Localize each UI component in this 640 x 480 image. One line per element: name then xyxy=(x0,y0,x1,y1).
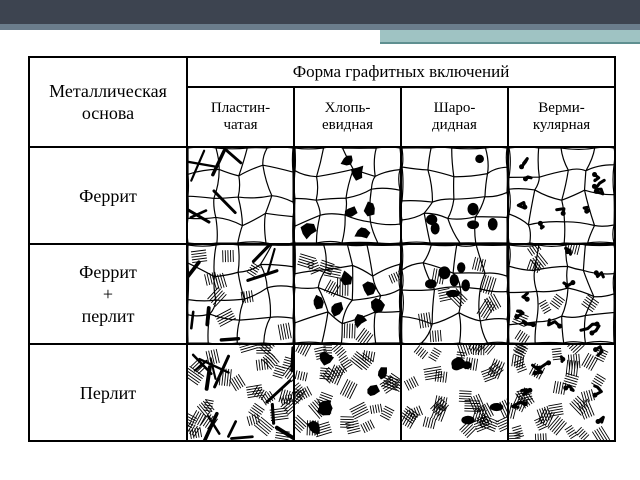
graphite-nodule xyxy=(457,262,465,273)
column-header-line1: Пластин- xyxy=(210,100,271,116)
graphite-plate xyxy=(191,151,204,181)
pearlite-lamella xyxy=(414,345,420,352)
pearlite-lamella xyxy=(424,313,426,328)
pearlite-lamella xyxy=(286,323,289,339)
column-header-line2: кулярная xyxy=(532,117,591,133)
pearlite-lamella xyxy=(553,298,562,305)
column-header-sphere xyxy=(401,87,508,147)
pearlite-lamella xyxy=(380,404,381,412)
pearlite-lamella xyxy=(200,415,206,426)
pearlite-lamella xyxy=(561,382,563,394)
pearlite-lamella xyxy=(583,435,589,440)
graphite-nodule xyxy=(461,279,470,291)
pearlite-lamella xyxy=(238,374,245,385)
pearlite-lamella xyxy=(299,259,315,264)
pearlite-lamella xyxy=(556,294,565,301)
graphite-worm-end xyxy=(523,176,528,181)
pearlite-lamella xyxy=(207,274,210,285)
column-header-flake xyxy=(294,87,401,147)
pearlite-lamella xyxy=(459,393,471,394)
micrograph-pearlite-flake xyxy=(294,344,401,441)
pearlite-lamella xyxy=(559,382,561,394)
pearlite-lamella xyxy=(259,360,260,371)
pearlite-lamella xyxy=(190,425,196,434)
pearlite-lamella xyxy=(433,419,436,429)
graphite-nodule xyxy=(475,155,484,163)
corner-header-line1: Металлическая xyxy=(49,81,167,101)
pearlite-lamella xyxy=(197,414,203,425)
micrograph-svg xyxy=(509,245,614,343)
pearlite-lamella xyxy=(283,364,291,366)
micrograph-pearlite-sphere xyxy=(401,344,508,441)
pearlite-lamella xyxy=(439,296,451,299)
pearlite-lamella xyxy=(420,350,426,357)
pearlite-lamella xyxy=(373,405,374,413)
pearlite-lamella xyxy=(246,385,262,388)
column-header-line2: чатая xyxy=(223,117,258,133)
pearlite-lamella xyxy=(255,403,265,410)
graphite-form-header: Форма графитных включений xyxy=(187,57,615,87)
micrograph-svg xyxy=(402,245,507,343)
pearlite-lamella xyxy=(347,428,360,431)
pearlite-lamella xyxy=(188,373,200,383)
graphite-nodule xyxy=(425,279,437,289)
graphite-flake xyxy=(354,227,370,238)
column-header-line2: дидная xyxy=(432,117,477,133)
pearlite-lamella xyxy=(440,299,452,302)
graphite-worm-end xyxy=(525,297,530,302)
pearlite-lamella xyxy=(513,428,522,431)
pearlite-lamella xyxy=(255,414,258,423)
graphite-worm-end xyxy=(527,388,532,393)
graphite-worm-end xyxy=(561,211,566,216)
pearlite-lamella xyxy=(521,334,527,343)
pearlite-lamella xyxy=(204,405,212,407)
graphite-flake xyxy=(364,202,375,217)
pearlite-lamella xyxy=(229,380,236,391)
pearlite-lamella xyxy=(496,416,507,422)
pearlite-lamella xyxy=(204,407,212,409)
pearlite-lamella xyxy=(320,373,330,374)
pearlite-lamella xyxy=(216,349,219,363)
column-header-line1: Верми- xyxy=(538,100,585,116)
pearlite-lamella xyxy=(446,372,447,383)
column-header-line1: Хлопь- xyxy=(324,100,371,116)
pearlite-lamella xyxy=(349,324,350,339)
pearlite-lamella xyxy=(429,312,431,327)
pearlite-lamella xyxy=(214,350,217,364)
corner-header xyxy=(29,57,187,147)
pearlite-lamella xyxy=(475,258,478,270)
graphite-plate xyxy=(207,308,208,324)
row-label-pearlite xyxy=(29,344,187,441)
pearlite-lamella xyxy=(327,281,334,293)
pearlite-lamella xyxy=(597,374,606,379)
micrograph-svg xyxy=(402,148,507,243)
pearlite-lamella xyxy=(549,406,563,408)
graphite-nodule xyxy=(468,203,479,216)
pearlite-lamella xyxy=(230,369,232,386)
pearlite-lamella xyxy=(422,352,428,359)
graphite-nodule xyxy=(450,274,459,286)
graphite-plate xyxy=(272,405,273,424)
pearlite-lamella xyxy=(305,373,307,382)
pearlite-lamella xyxy=(431,418,434,428)
pearlite-lamella xyxy=(215,272,218,283)
pearlite-lamella xyxy=(517,331,523,340)
micrograph-ferrite-sphere xyxy=(401,147,508,244)
graphite-plate xyxy=(188,162,215,167)
micrograph-svg xyxy=(402,345,507,440)
pearlite-lamella xyxy=(283,324,286,340)
pearlite-lamella xyxy=(574,354,575,368)
graphite-flake xyxy=(341,156,353,166)
pearlite-lamella xyxy=(556,381,558,393)
graphite-worm-end xyxy=(523,401,528,406)
micrograph-svg xyxy=(509,148,614,243)
row-label-ferrite xyxy=(29,147,187,244)
pearlite-lamella xyxy=(538,434,539,440)
pearlite-lamella xyxy=(300,256,316,261)
pearlite-lamella xyxy=(378,404,379,412)
graphite-worm-end xyxy=(570,280,575,285)
pearlite-lamella xyxy=(576,354,577,368)
pearlite-lamella xyxy=(250,416,253,425)
pearlite-lamella xyxy=(275,368,285,371)
pearlite-lamella xyxy=(419,314,421,329)
pearlite-lamella xyxy=(424,367,441,370)
pearlite-lamella xyxy=(426,313,428,328)
pearlite-lamella xyxy=(295,370,297,379)
row-label-text: Феррит xyxy=(79,262,137,283)
column-header-vermicular xyxy=(508,87,615,147)
pearlite-lamella xyxy=(575,427,581,433)
pearlite-lamella xyxy=(428,418,431,428)
pearlite-lamella xyxy=(247,417,250,426)
pearlite-lamella xyxy=(337,349,344,355)
graphite-worm-end xyxy=(593,347,598,352)
pearlite-lamella xyxy=(459,396,471,397)
graphite-worm xyxy=(581,324,597,330)
graphite-nodule xyxy=(439,266,451,279)
pearlite-lamella xyxy=(236,376,243,387)
pearlite-lamella xyxy=(476,359,478,371)
pearlite-lamella xyxy=(261,345,269,352)
pearlite-lamella xyxy=(363,350,365,360)
pearlite-lamella xyxy=(491,278,496,295)
pearlite-lamella xyxy=(278,325,281,341)
microstructure-table-container xyxy=(28,56,614,440)
pearlite-lamella xyxy=(435,330,436,341)
pearlite-lamella xyxy=(191,250,206,252)
pearlite-lamella xyxy=(288,323,291,339)
pearlite-lamella xyxy=(524,336,530,343)
pearlite-lamella xyxy=(512,426,521,429)
graphite-worm-end xyxy=(538,221,543,226)
pearlite-lamella xyxy=(554,296,563,303)
pearlite-lamella xyxy=(273,373,283,376)
pearlite-lamella xyxy=(577,245,580,255)
micrograph-ferrite-pearlite-plate xyxy=(187,244,294,344)
pearlite-lamella xyxy=(552,351,561,352)
pearlite-lamella xyxy=(549,409,563,411)
microstructure-table xyxy=(28,56,616,442)
pearlite-lamella xyxy=(577,429,583,435)
micrograph-svg xyxy=(295,245,400,343)
pearlite-lamella xyxy=(334,345,341,351)
corner-header-line2: основа xyxy=(81,103,135,123)
graphite-worm-end xyxy=(560,357,565,362)
graphite-flake xyxy=(371,298,385,314)
pearlite-lamella xyxy=(234,377,241,388)
pearlite-lamella xyxy=(581,433,587,439)
graphite-worm-end xyxy=(595,321,600,326)
pearlite-lamella xyxy=(274,370,284,373)
pearlite-lamella xyxy=(418,349,424,356)
pearlite-lamella xyxy=(551,301,560,308)
pearlite-lamella xyxy=(546,433,547,440)
pearlite-lamella xyxy=(256,360,257,371)
pearlite-lamella xyxy=(253,405,263,412)
pearlite-lamella xyxy=(200,427,202,437)
micrograph-svg xyxy=(188,245,293,343)
graphite-nodule xyxy=(431,223,440,235)
pearlite-lamella xyxy=(192,258,207,260)
pearlite-lamella xyxy=(487,345,495,354)
row-label-text: Перлит xyxy=(79,382,137,403)
pearlite-lamella xyxy=(305,345,312,356)
pearlite-lamella xyxy=(303,372,305,381)
pearlite-lamella xyxy=(457,352,465,353)
pearlite-lamella xyxy=(261,397,267,405)
graphite-plate xyxy=(191,312,193,328)
pearlite-lamella xyxy=(246,291,248,303)
micrograph-svg xyxy=(509,345,614,440)
pearlite-lamella xyxy=(324,280,331,292)
pearlite-lamella xyxy=(416,347,422,354)
micrograph-svg xyxy=(295,345,400,440)
pearlite-lamella xyxy=(425,374,442,377)
graphite-worm-end xyxy=(565,249,570,254)
row-label-plus: + xyxy=(102,284,114,305)
micrograph-ferrite-plate xyxy=(187,147,294,244)
pearlite-lamella xyxy=(579,354,580,368)
graphite-flake xyxy=(378,367,387,379)
graphite-nodule xyxy=(461,416,474,425)
pearlite-lamella xyxy=(430,331,431,342)
graphite-plate xyxy=(221,339,238,340)
pearlite-lamella xyxy=(423,416,426,426)
graphite-worm-end xyxy=(531,322,536,327)
pearlite-lamella xyxy=(548,404,562,406)
pearlite-lamella xyxy=(298,371,300,380)
graphite-worm-end xyxy=(557,323,562,328)
pearlite-lamella xyxy=(552,348,561,349)
graphite-nodule xyxy=(446,290,460,297)
pearlite-lamella xyxy=(515,330,521,339)
banner-accent-line xyxy=(380,42,640,44)
pearlite-lamella xyxy=(191,360,197,366)
pearlite-lamella xyxy=(440,330,441,341)
column-header-line2: евидная xyxy=(322,117,373,133)
pearlite-lamella xyxy=(579,431,585,437)
pearlite-lamella xyxy=(541,434,542,441)
graphite-worm-end xyxy=(584,209,589,214)
micrograph-ferrite-flake xyxy=(294,147,401,244)
graphite-worm-end xyxy=(592,393,597,398)
graphite-flake xyxy=(340,270,352,285)
micrograph-svg xyxy=(188,148,293,243)
pearlite-lamella xyxy=(347,323,348,338)
pearlite-lamella xyxy=(335,347,342,353)
pearlite-lamella xyxy=(571,355,572,369)
pearlite-lamella xyxy=(205,274,208,285)
slide-banner xyxy=(0,0,640,44)
graphite-nodule xyxy=(467,220,479,229)
pearlite-lamella xyxy=(433,331,434,342)
micrograph-pearlite-vermicular xyxy=(508,344,615,441)
graphite-worm-end xyxy=(519,164,524,169)
pearlite-lamella xyxy=(426,417,429,427)
graphite-worm-end xyxy=(514,314,519,319)
graphite-worm-end xyxy=(533,371,538,376)
pearlite-lamella xyxy=(261,359,262,370)
graphite-plate xyxy=(268,249,275,272)
pearlite-lamella xyxy=(568,355,569,369)
graphite-worm-end xyxy=(589,330,594,335)
graphite-worm-end xyxy=(592,172,597,177)
pearlite-lamella xyxy=(352,324,353,339)
column-header-plate xyxy=(187,87,294,147)
graphite-plate xyxy=(214,191,235,213)
graphite-worm-end xyxy=(522,205,527,210)
micrograph-ferrite-pearlite-flake xyxy=(294,244,401,344)
micrograph-svg xyxy=(295,148,400,243)
pearlite-lamella xyxy=(241,348,258,353)
pearlite-lamella xyxy=(370,406,371,414)
pearlite-lamella xyxy=(191,253,206,255)
pearlite-lamella xyxy=(192,255,207,257)
row-label-text: перлит xyxy=(81,306,135,327)
pearlite-lamella xyxy=(459,401,471,402)
graphite-nodule xyxy=(488,218,498,230)
pearlite-lamella xyxy=(283,362,291,364)
graphite-nodule xyxy=(490,403,504,411)
graphite-worm-end xyxy=(546,360,551,365)
micrograph-ferrite-vermicular xyxy=(508,147,615,244)
pearlite-lamella xyxy=(240,345,257,350)
pearlite-lamella xyxy=(438,330,439,341)
micrograph-ferrite-pearlite-vermicular xyxy=(508,244,615,344)
pearlite-lamella xyxy=(355,324,356,339)
pearlite-lamella xyxy=(375,405,376,413)
pearlite-lamella xyxy=(275,438,289,440)
pearlite-lamella xyxy=(252,407,262,414)
pearlite-lamella xyxy=(348,431,361,434)
pearlite-lamella xyxy=(368,351,370,361)
pearlite-lamella xyxy=(443,372,444,383)
graphite-nodule xyxy=(455,357,464,367)
pearlite-lamella xyxy=(473,358,475,370)
graphite-worm-end xyxy=(563,385,568,390)
graphite-worm-end xyxy=(596,419,601,424)
pearlite-lamella xyxy=(344,323,345,338)
pearlite-lamella xyxy=(553,381,555,393)
graphite-flake xyxy=(301,223,317,239)
graphite-worm-end xyxy=(594,270,599,275)
pearlite-lamella xyxy=(512,355,514,366)
graphite-plate xyxy=(228,422,235,437)
graphite-plate xyxy=(292,348,293,370)
pearlite-lamella xyxy=(459,391,471,392)
pearlite-lamella xyxy=(589,390,592,401)
graphite-plate xyxy=(231,437,252,439)
pearlite-lamella xyxy=(300,254,316,259)
pearlite-lamella xyxy=(300,372,302,381)
pearlite-lamella xyxy=(281,324,284,340)
pearlite-lamella xyxy=(472,257,475,269)
pearlite-lamella xyxy=(595,376,604,381)
pearlite-lamella xyxy=(594,378,603,383)
pearlite-lamella xyxy=(550,414,564,416)
pearlite-lamella xyxy=(307,420,308,435)
banner-accent-bar xyxy=(380,30,640,42)
pearlite-lamella xyxy=(543,433,544,440)
pearlite-lamella xyxy=(425,377,442,380)
row-label-ferrite-pearlite xyxy=(29,244,187,344)
pearlite-lamella xyxy=(478,258,481,270)
graphite-flake xyxy=(331,302,343,317)
pearlite-lamella xyxy=(319,378,329,379)
micrograph-ferrite-pearlite-sphere xyxy=(401,244,508,344)
graphite-flake xyxy=(367,385,380,396)
grain-boundaries xyxy=(188,245,293,343)
pearlite-lamella xyxy=(550,303,559,310)
micrograph-svg xyxy=(188,345,293,440)
pearlite-lamella xyxy=(273,375,283,378)
pearlite-lamella xyxy=(552,354,561,355)
row-label-text: Феррит xyxy=(79,185,137,206)
pearlite-lamella xyxy=(519,333,525,342)
pearlite-lamella xyxy=(232,378,239,389)
banner-dark-strip xyxy=(0,0,640,24)
micrograph-pearlite-plate xyxy=(187,344,294,441)
pearlite-lamella xyxy=(252,415,255,424)
pearlite-lamella xyxy=(373,352,375,362)
pearlite-lamella xyxy=(320,376,330,377)
graphite-worm-end xyxy=(594,189,599,194)
pearlite-lamella xyxy=(535,434,536,440)
column-header-line1: Шаро- xyxy=(433,100,476,116)
